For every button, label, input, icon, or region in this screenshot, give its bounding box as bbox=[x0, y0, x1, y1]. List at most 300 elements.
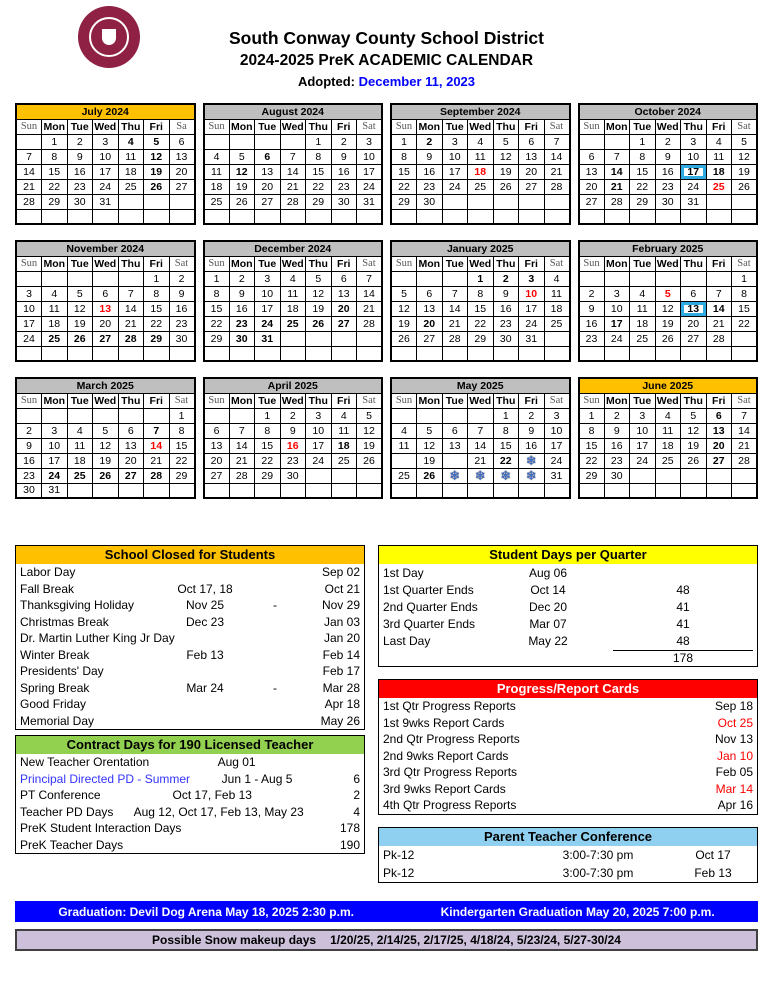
calendar-day: 7 bbox=[357, 271, 383, 286]
day-header: Wed bbox=[94, 120, 117, 133]
empty-cell bbox=[630, 209, 656, 224]
day-header: Mon bbox=[230, 257, 253, 270]
calendar-day: 17 bbox=[357, 164, 383, 179]
day-header: Sat bbox=[732, 256, 758, 271]
calendar-day: 14 bbox=[732, 423, 758, 438]
calendar-day: 13 bbox=[519, 149, 545, 164]
calendar-day: 4 bbox=[544, 271, 570, 286]
calendar-day: 25 bbox=[706, 179, 732, 194]
calendar-day bbox=[442, 468, 468, 483]
calendar-day: 15 bbox=[630, 164, 656, 179]
calendar-day: 24 bbox=[630, 453, 656, 468]
month-july-2024 bbox=[15, 103, 196, 225]
day-header: Sun bbox=[204, 119, 230, 134]
calendar-day: 11 bbox=[118, 149, 144, 164]
contract-item-count: 178 bbox=[339, 821, 360, 836]
calendar-day: 7 bbox=[144, 423, 170, 438]
calendar-day: 18 bbox=[706, 164, 732, 179]
empty-cell bbox=[519, 209, 545, 224]
day-header: Wed bbox=[656, 120, 679, 133]
day-header: Mon bbox=[418, 257, 441, 270]
calendar-day: 20 bbox=[204, 453, 230, 468]
day-header: Tue bbox=[255, 393, 281, 408]
day-header: Sat bbox=[732, 119, 758, 134]
calendar-day: 30 bbox=[280, 468, 306, 483]
calendar-day: 4 bbox=[118, 134, 144, 149]
empty-cell bbox=[118, 194, 144, 209]
date-range-dash: - bbox=[273, 680, 277, 695]
day-header: Thu bbox=[118, 393, 144, 408]
calendar-day: 19 bbox=[357, 438, 383, 453]
calendar-day: 12 bbox=[93, 438, 119, 453]
calendar-day: 14 bbox=[468, 438, 494, 453]
empty-cell bbox=[630, 483, 656, 498]
empty-cell bbox=[442, 209, 468, 224]
month-title: October 2024 bbox=[579, 104, 758, 119]
calendar-day: 10 bbox=[93, 149, 119, 164]
calendar-day: 3 bbox=[255, 271, 281, 286]
day-header: Mon bbox=[605, 394, 628, 407]
calendar-day: 20 bbox=[706, 438, 732, 453]
month-title: August 2024 bbox=[204, 104, 383, 119]
calendar-day: 6 bbox=[417, 286, 443, 301]
calendar-day: 26 bbox=[681, 453, 707, 468]
calendar-day: 7 bbox=[468, 423, 494, 438]
quarter-day-count: 48 bbox=[676, 582, 690, 597]
calendar-day: 15 bbox=[732, 301, 758, 316]
empty-cell bbox=[16, 408, 42, 423]
calendar-day: 22 bbox=[732, 316, 758, 331]
calendar-day: 10 bbox=[604, 301, 630, 316]
calendar-day: 21 bbox=[604, 179, 630, 194]
calendar-day: 19 bbox=[655, 316, 681, 331]
snow-makeup-banner bbox=[15, 929, 758, 951]
day-header: Tue bbox=[630, 393, 656, 408]
calendar-day: 23 bbox=[16, 468, 42, 483]
calendar-day: 13 bbox=[681, 301, 707, 316]
calendar-day: 4 bbox=[42, 286, 68, 301]
calendar-day: 23 bbox=[67, 179, 93, 194]
calendar-day: 30 bbox=[417, 194, 443, 209]
holiday-name: Thanksgiving Holiday bbox=[20, 598, 135, 613]
left-column bbox=[15, 545, 365, 883]
calendar-day: 17 bbox=[16, 316, 42, 331]
calendar-day: 11 bbox=[331, 423, 357, 438]
calendar-day: 9 bbox=[229, 286, 255, 301]
empty-cell bbox=[93, 408, 119, 423]
calendar-day: 31 bbox=[42, 483, 68, 498]
empty-cell bbox=[118, 483, 144, 498]
calendar-day: 10 bbox=[306, 423, 332, 438]
empty-cell bbox=[655, 483, 681, 498]
day-header: Fri bbox=[706, 256, 732, 271]
calendar-day: 3 bbox=[630, 408, 656, 423]
progress-reports-rows bbox=[379, 698, 757, 814]
student-days-table bbox=[378, 545, 758, 667]
calendar-day: 2 bbox=[417, 134, 443, 149]
calendar-day: 15 bbox=[579, 438, 605, 453]
day-header: Wed bbox=[656, 394, 679, 407]
calendar-day: 25 bbox=[544, 316, 570, 331]
holiday-start: Feb 13 bbox=[186, 647, 224, 662]
calendar-day: 8 bbox=[630, 149, 656, 164]
holiday-end: Oct 21 bbox=[324, 581, 360, 596]
calendar-day: 12 bbox=[67, 301, 93, 316]
calendar-day: 13 bbox=[204, 438, 230, 453]
student-days-row bbox=[379, 632, 757, 649]
calendar-day: 2 bbox=[519, 408, 545, 423]
school-closed-row bbox=[16, 713, 364, 730]
calendar-day: 25 bbox=[280, 316, 306, 331]
contract-day-row bbox=[16, 754, 364, 771]
progress-report-row bbox=[379, 731, 757, 748]
calendar-day: 26 bbox=[144, 179, 170, 194]
calendar-day: 28 bbox=[229, 468, 255, 483]
calendar-day: 17 bbox=[519, 301, 545, 316]
calendar-day: 6 bbox=[255, 149, 281, 164]
empty-cell bbox=[655, 271, 681, 286]
contract-item-label: New Teacher Orentation bbox=[20, 755, 150, 770]
holiday-end: Mar 28 bbox=[322, 680, 360, 695]
calendar-day: 20 bbox=[417, 316, 443, 331]
calendar-day: 1 bbox=[391, 134, 417, 149]
calendar-day: 21 bbox=[229, 453, 255, 468]
month-title: April 2025 bbox=[204, 378, 383, 393]
empty-cell bbox=[144, 483, 170, 498]
progress-report-row bbox=[379, 715, 757, 732]
empty-cell bbox=[93, 346, 119, 361]
empty-cell bbox=[391, 271, 417, 286]
student-days-row bbox=[379, 598, 757, 615]
calendar-day: 20 bbox=[169, 164, 195, 179]
calendar-day: 15 bbox=[306, 164, 332, 179]
empty-cell bbox=[391, 483, 417, 498]
empty-cell bbox=[468, 346, 494, 361]
empty-cell bbox=[604, 209, 630, 224]
calendar-day: 3 bbox=[544, 408, 570, 423]
calendar-title: 2024-2025 PreK ACADEMIC CALENDAR bbox=[239, 52, 534, 69]
calendar-day: 9 bbox=[579, 301, 605, 316]
calendar-day: 31 bbox=[93, 194, 119, 209]
months-grid bbox=[15, 103, 758, 499]
empty-cell bbox=[16, 346, 42, 361]
contract-item-label: PreK Teacher Days bbox=[20, 837, 124, 852]
calendar-day: 17 bbox=[604, 316, 630, 331]
calendar-day: 16 bbox=[519, 438, 545, 453]
calendar-day: 9 bbox=[280, 423, 306, 438]
calendar-day: 18 bbox=[280, 301, 306, 316]
report-date: Jan 10 bbox=[716, 748, 753, 763]
empty-cell bbox=[604, 134, 630, 149]
contract-item-label: PreK Student Interaction Days bbox=[20, 821, 182, 836]
empty-cell bbox=[42, 346, 68, 361]
calendar-day: 16 bbox=[579, 316, 605, 331]
day-header: Thu bbox=[118, 119, 144, 134]
school-closed-row bbox=[16, 630, 364, 647]
empty-cell bbox=[67, 408, 93, 423]
calendar-day: 14 bbox=[604, 164, 630, 179]
school-closed-row bbox=[16, 597, 364, 614]
calendar-day: 29 bbox=[42, 194, 68, 209]
empty-cell bbox=[42, 271, 68, 286]
quarter-day-count: 41 bbox=[676, 599, 690, 614]
holiday-end: May 26 bbox=[320, 713, 360, 728]
empty-cell bbox=[493, 194, 519, 209]
calendar-day: 25 bbox=[630, 331, 656, 346]
progress-report-row bbox=[379, 748, 757, 765]
calendar-day: 29 bbox=[204, 331, 230, 346]
day-header: Wed bbox=[469, 394, 492, 407]
calendar-day: 8 bbox=[579, 423, 605, 438]
day-header: Mon bbox=[418, 120, 441, 133]
calendar-day: 26 bbox=[357, 453, 383, 468]
empty-cell bbox=[468, 408, 494, 423]
calendar-day: 17 bbox=[306, 438, 332, 453]
calendar-day: 26 bbox=[306, 316, 332, 331]
calendar-day: 14 bbox=[442, 301, 468, 316]
calendar-day: 7 bbox=[280, 149, 306, 164]
calendar-day: 4 bbox=[391, 423, 417, 438]
calendar-day: 9 bbox=[519, 423, 545, 438]
adopted-date: December 11, 2023 bbox=[358, 74, 476, 89]
calendar-day: 8 bbox=[42, 149, 68, 164]
day-header: Fri bbox=[144, 119, 170, 134]
calendar-day bbox=[493, 468, 519, 483]
calendar-day: 24 bbox=[93, 179, 119, 194]
empty-cell bbox=[706, 271, 732, 286]
day-header: Fri bbox=[144, 256, 170, 271]
empty-cell bbox=[42, 209, 68, 224]
empty-cell bbox=[732, 468, 758, 483]
calendar-day: 8 bbox=[169, 423, 195, 438]
empty-cell bbox=[655, 468, 681, 483]
day-header: Tue bbox=[442, 119, 468, 134]
calendar-day: 5 bbox=[681, 408, 707, 423]
calendar-day: 2 bbox=[331, 134, 357, 149]
calendar-day: 24 bbox=[42, 468, 68, 483]
day-header: Fri bbox=[519, 119, 545, 134]
empty-cell bbox=[280, 483, 306, 498]
contract-item-count: 6 bbox=[353, 771, 360, 786]
holiday-name: Memorial Day bbox=[20, 713, 95, 728]
day-header: Fri bbox=[331, 119, 357, 134]
calendar-day: 15 bbox=[169, 438, 195, 453]
calendar-day: 17 bbox=[681, 164, 707, 179]
calendar-day: 5 bbox=[357, 408, 383, 423]
calendar-day: 29 bbox=[391, 194, 417, 209]
empty-cell bbox=[579, 271, 605, 286]
calendar-day: 12 bbox=[732, 149, 758, 164]
calendar-day: 31 bbox=[357, 194, 383, 209]
empty-cell bbox=[331, 346, 357, 361]
calendar-day: 19 bbox=[417, 453, 443, 468]
empty-cell bbox=[468, 209, 494, 224]
contract-days-table bbox=[15, 735, 365, 854]
calendar-day: 12 bbox=[655, 301, 681, 316]
calendar-day: 16 bbox=[229, 301, 255, 316]
calendar-day: 30 bbox=[16, 483, 42, 498]
day-header: Sun bbox=[579, 256, 605, 271]
empty-cell bbox=[331, 468, 357, 483]
calendar-day: 25 bbox=[468, 179, 494, 194]
day-header: Wed bbox=[281, 120, 304, 133]
calendar-day: 31 bbox=[681, 194, 707, 209]
calendar-day: 3 bbox=[357, 134, 383, 149]
empty-cell bbox=[442, 483, 468, 498]
calendar-day: 15 bbox=[255, 438, 281, 453]
empty-cell bbox=[280, 346, 306, 361]
milestone-date: Aug 06 bbox=[528, 565, 568, 580]
day-header: Sat bbox=[169, 256, 195, 271]
empty-cell bbox=[391, 346, 417, 361]
holiday-name: Winter Break bbox=[20, 647, 90, 662]
calendar-day: 24 bbox=[357, 179, 383, 194]
calendar-day: 17 bbox=[93, 164, 119, 179]
calendar-day: 29 bbox=[169, 468, 195, 483]
day-header: Tue bbox=[67, 119, 93, 134]
calendar-day: 2 bbox=[169, 271, 195, 286]
calendar-day: 19 bbox=[732, 164, 758, 179]
calendar-day: 8 bbox=[732, 286, 758, 301]
calendar-day: 30 bbox=[493, 331, 519, 346]
month-march-2025 bbox=[15, 377, 196, 499]
day-header: Fri bbox=[519, 256, 545, 271]
calendar-day: 10 bbox=[544, 423, 570, 438]
day-header: Tue bbox=[442, 256, 468, 271]
contract-item-label: Principal Directed PD - Summer bbox=[20, 771, 191, 786]
calendar-day: 4 bbox=[706, 134, 732, 149]
empty-cell bbox=[468, 483, 494, 498]
month-february-2025 bbox=[578, 240, 759, 362]
date-range-dash: - bbox=[273, 598, 277, 613]
empty-cell bbox=[229, 483, 255, 498]
calendar-day: 11 bbox=[468, 149, 494, 164]
milestone-label: Last Day bbox=[383, 633, 431, 648]
calendar-day: 19 bbox=[93, 453, 119, 468]
calendar-day: 19 bbox=[306, 301, 332, 316]
day-header: Wed bbox=[656, 257, 679, 270]
calendar-day: 19 bbox=[144, 164, 170, 179]
calendar-day: 20 bbox=[681, 316, 707, 331]
calendar-day: 16 bbox=[604, 438, 630, 453]
day-header: Sat bbox=[357, 393, 383, 408]
calendar-day: 1 bbox=[42, 134, 68, 149]
empty-cell bbox=[331, 209, 357, 224]
holiday-start: Dec 23 bbox=[185, 614, 225, 629]
calendar-day: 28 bbox=[706, 331, 732, 346]
calendar-day: 29 bbox=[144, 331, 170, 346]
calendar-day: 19 bbox=[493, 164, 519, 179]
empty-cell bbox=[93, 209, 119, 224]
contract-day-row bbox=[16, 837, 364, 854]
calendar-day: 3 bbox=[42, 423, 68, 438]
day-header: Wed bbox=[469, 257, 492, 270]
empty-cell bbox=[681, 209, 707, 224]
day-header: Sat bbox=[732, 393, 758, 408]
empty-cell bbox=[417, 271, 443, 286]
empty-cell bbox=[655, 209, 681, 224]
day-header: Sun bbox=[204, 393, 230, 408]
month-title: May 2025 bbox=[391, 378, 570, 393]
progress-reports-title: Progress/Report Cards bbox=[379, 680, 757, 698]
calendar-day: 7 bbox=[16, 149, 42, 164]
empty-cell bbox=[604, 271, 630, 286]
contract-day-row bbox=[16, 804, 364, 821]
calendar-day: 9 bbox=[655, 149, 681, 164]
contract-day-row bbox=[16, 771, 364, 788]
calendar-day: 9 bbox=[16, 438, 42, 453]
empty-cell bbox=[681, 271, 707, 286]
calendar-day: 20 bbox=[519, 164, 545, 179]
empty-cell bbox=[544, 194, 570, 209]
student-days-title: Student Days per Quarter bbox=[379, 546, 757, 564]
month-june-2025 bbox=[578, 377, 759, 499]
parent-teacher-row bbox=[379, 846, 757, 864]
day-header: Sat bbox=[357, 119, 383, 134]
empty-cell bbox=[118, 408, 144, 423]
empty-cell bbox=[93, 271, 119, 286]
calendar-day: 19 bbox=[67, 316, 93, 331]
month-title: November 2024 bbox=[16, 241, 195, 256]
calendar-day: 1 bbox=[204, 271, 230, 286]
calendar-day: 7 bbox=[544, 134, 570, 149]
adopted-label: Adopted: bbox=[297, 74, 356, 89]
calendar-day: 6 bbox=[118, 423, 144, 438]
calendar-day: 22 bbox=[391, 179, 417, 194]
calendar-day: 12 bbox=[306, 286, 332, 301]
calendar-day: 10 bbox=[42, 438, 68, 453]
day-header: Sat bbox=[357, 256, 383, 271]
report-label: 3rd Qtr Progress Reports bbox=[383, 765, 518, 780]
month-title: December 2024 bbox=[204, 241, 383, 256]
day-header: Thu bbox=[493, 119, 519, 134]
calendar-day: 3 bbox=[16, 286, 42, 301]
calendar-day: 30 bbox=[655, 194, 681, 209]
snowflake-icon: ❄ bbox=[449, 468, 461, 483]
school-closed-rows bbox=[16, 564, 364, 729]
calendar-day bbox=[519, 453, 545, 468]
school-closed-row bbox=[16, 647, 364, 664]
day-header: Mon bbox=[605, 257, 628, 270]
calendar-day: 27 bbox=[681, 331, 707, 346]
conference-time: 3:00-7:30 pm bbox=[562, 865, 634, 880]
calendar-day: 25 bbox=[655, 453, 681, 468]
calendar-day: 17 bbox=[42, 453, 68, 468]
calendar-day: 11 bbox=[42, 301, 68, 316]
calendar-day: 15 bbox=[144, 301, 170, 316]
day-header: Mon bbox=[43, 394, 66, 407]
calendar-day: 22 bbox=[493, 453, 519, 468]
report-label: 3rd 9wks Report Cards bbox=[383, 781, 506, 796]
empty-cell bbox=[280, 134, 306, 149]
empty-cell bbox=[544, 209, 570, 224]
progress-reports-table bbox=[378, 679, 758, 815]
calendar-day: 1 bbox=[732, 271, 758, 286]
calendar-day: 4 bbox=[204, 149, 230, 164]
conference-grades: Pk-12 bbox=[383, 865, 415, 880]
calendar-day: 25 bbox=[67, 468, 93, 483]
calendar-day: 16 bbox=[331, 164, 357, 179]
empty-cell bbox=[442, 346, 468, 361]
calendar-day: 12 bbox=[391, 301, 417, 316]
calendar-day: 8 bbox=[391, 149, 417, 164]
empty-cell bbox=[229, 346, 255, 361]
empty-cell bbox=[306, 346, 332, 361]
calendar-day: 3 bbox=[93, 134, 119, 149]
calendar-day: 8 bbox=[255, 423, 281, 438]
calendar-day: 21 bbox=[442, 316, 468, 331]
empty-cell bbox=[169, 346, 195, 361]
